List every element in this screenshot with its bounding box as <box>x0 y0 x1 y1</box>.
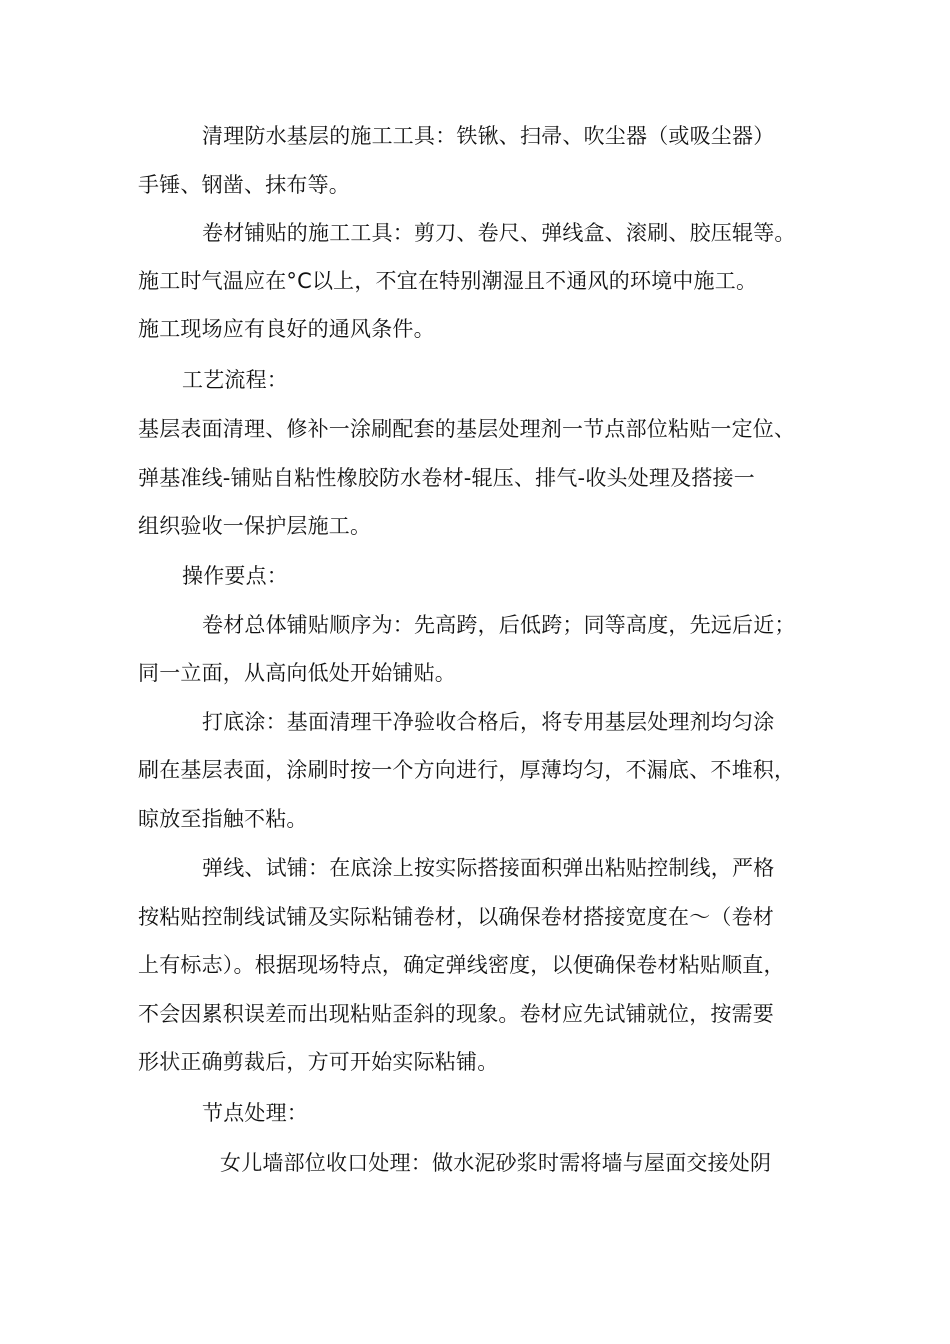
paragraph-line: 卷材总体铺贴顺序为：先高跨，后低跨；同等高度，先远后近； <box>202 613 796 637</box>
section-heading: 节点处理： <box>202 1101 308 1125</box>
paragraph-line: 上有标志）。根据现场特点，确定弹线密度，以便确保卷材粘贴顺直， <box>138 953 785 977</box>
paragraph-line: 弹线、试铺：在底涂上按实际搭接面积弹出粘贴控制线，严格 <box>202 856 775 880</box>
paragraph-line: 刷在基层表面，涂刷时按一个方向进行，厚薄均匀，不漏底、不堆积， <box>138 758 796 782</box>
paragraph-line: 组织验收一保护层施工。 <box>138 514 372 538</box>
paragraph-line: 按粘贴控制线试铺及实际粘铺卷材，以确保卷材搭接宽度在〜（卷材 <box>138 905 774 929</box>
paragraph-line: 卷材铺贴的施工工具：剪刀、卷尺、弹线盒、滚刷、胶压辊等。 <box>202 221 796 245</box>
paragraph-line: 形状正确剪裁后，方可开始实际粘铺。 <box>138 1050 499 1074</box>
paragraph-line: 基层表面清理、修补一涂刷配套的基层处理剂一节点部位粘贴一定位、 <box>138 417 796 441</box>
section-heading: 工艺流程： <box>182 368 288 392</box>
paragraph-line: 同一立面，从高向低处开始铺贴。 <box>138 661 456 685</box>
paragraph-line: 弹基准线-铺贴自粘性橡胶防水卷材-辊压、排气-收头处理及搭接一 <box>138 466 755 490</box>
paragraph-line: 晾放至指触不粘。 <box>138 807 308 831</box>
section-heading: 操作要点： <box>182 564 288 588</box>
paragraph-line: 施工现场应有良好的通风条件。 <box>138 317 435 341</box>
paragraph-line: 打底涂：基面清理干净验收合格后，将专用基层处理剂均匀涂 <box>202 710 775 734</box>
paragraph-line: 手锤、钢凿、抹布等。 <box>138 173 350 197</box>
paragraph-line: 女儿墙部位收口处理：做水泥砂浆时需将墙与屋面交接处阴 <box>220 1151 772 1175</box>
paragraph-line: 清理防水基层的施工工具：铁锹、扫帚、吹尘器（或吸尘器） <box>202 124 775 148</box>
paragraph-line: 施工时气温应在°C以上，不宜在特别潮湿且不通风的环境中施工。 <box>138 269 758 293</box>
paragraph-line: 不会因累积误差而出现粘贴歪斜的现象。卷材应先试铺就位，按需要 <box>138 1002 774 1026</box>
